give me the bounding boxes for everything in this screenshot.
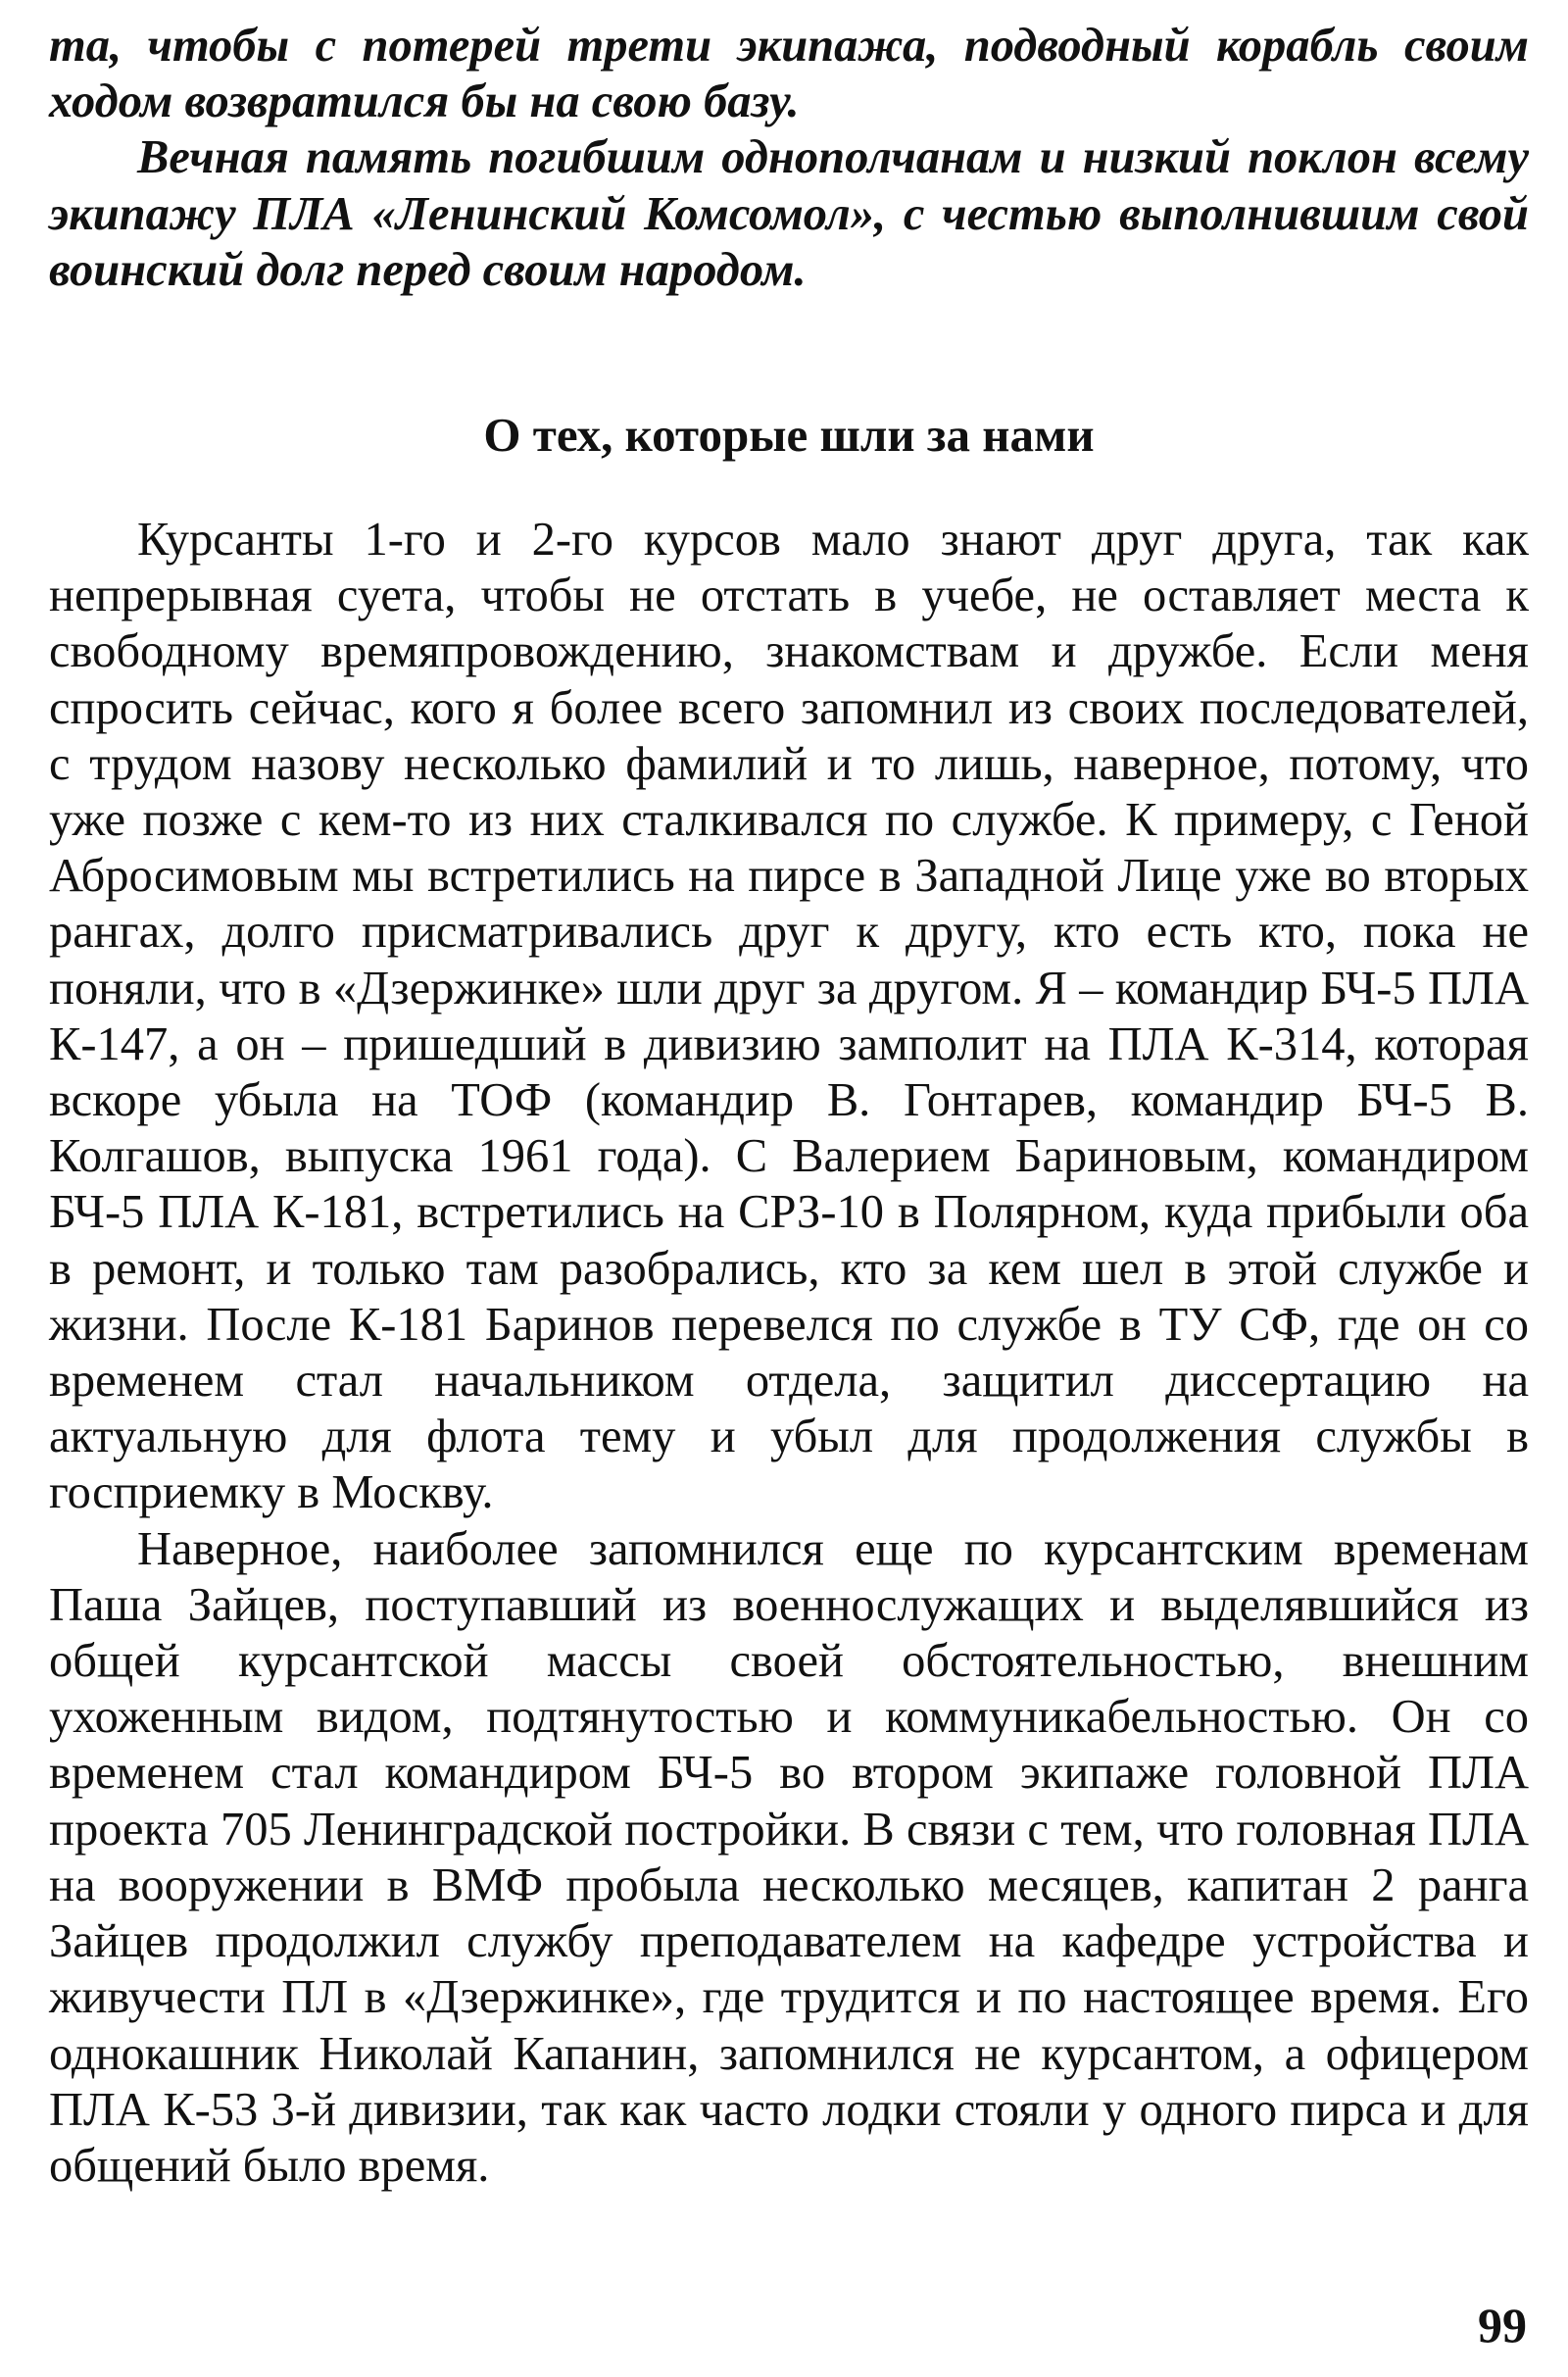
body-paragraph: Наверное, наиболее запомнился еще по курсантским временам Паша Зайцев, поступавший из военнослужащих и выделявшийся из общей курсантской массы своей обстоятельностью, внешним ухоженным видом, подтянутостью и коммуникабельностью. Он со временем стал командиром БЧ-5 во втором экипаже головной ПЛА проекта 705 Ленинградской постройки. В связи с тем, что головная ПЛА на вооружении в ВМФ пробыла несколько месяцев, капитан 2 ранга Зайцев продолжил службу преподавателем на кафедре устройства и живучести ПЛ в «Дзержинке», где трудится и по настоящее время. Его однокашник Николай Капанин, запомнился не курсантом, а офицером ПЛА К-53 3-й дивизии, так как часто лодки стояли у одного пирса и для общений было время. (49, 1522, 1529, 2192)
body-paragraph: Курсанты 1-го и 2-го курсов мало знают друг друга, так как непрерывная суета, чтобы не отстать в учебе, не оставляет места к свободному времяпровождению, знакомствам и дружбе. Если меня спросить сейчас, кого я более всего запомнил из своих последователей, с трудом назову несколько фамилий и то лишь, наверное, потому, что уже позже с кем-то из них сталкивался по службе. К примеру, с Геной Абросимовым мы встретились на пирсе в Западной Лице уже во вторых рангах, долго присматривались друг к другу, кто есть кто, пока не поняли, что в «Дзержинке» шли друг за другом. Я – командир БЧ-5 ПЛА К-147, а он – пришедший в дивизию замполит на ПЛА К-314, которая вскоре убыла на ТОФ (командир В. Гонтарев, командир БЧ-5 В. Колгашов, выпуска 1961 года). С Валерием Бариновым, командиром БЧ-5 ПЛА К-181, встретились на СРЗ-10 в Полярном, куда прибыли оба в ремонт, и только там разобрались, кто за кем шел в этой службе и жизни. После К-181 Баринов перевелся по службе в ТУ СФ, где он со временем стал начальником отдела, защитил диссертацию на актуальную для флота тему и убыл для продолжения службы в госприемку в Москву. (49, 514, 1529, 1519)
book-page (49, 18, 1529, 2194)
memorial-paragraph: Вечная память погибшим однополчанам и низкий поклон всему экипажу ПЛА «Ленинский Комсомол», с честью выполнившим свой воинский долг перед своим народом. (49, 131, 1529, 296)
page-number: 99 (1478, 2298, 1527, 2352)
section-title: О тех, которые шли за нами (483, 408, 1095, 463)
intro-paragraph-continued: та, чтобы с потерей трети экипажа, подводный корабль своим ходом возвратился бы на свою базу. (49, 20, 1529, 128)
